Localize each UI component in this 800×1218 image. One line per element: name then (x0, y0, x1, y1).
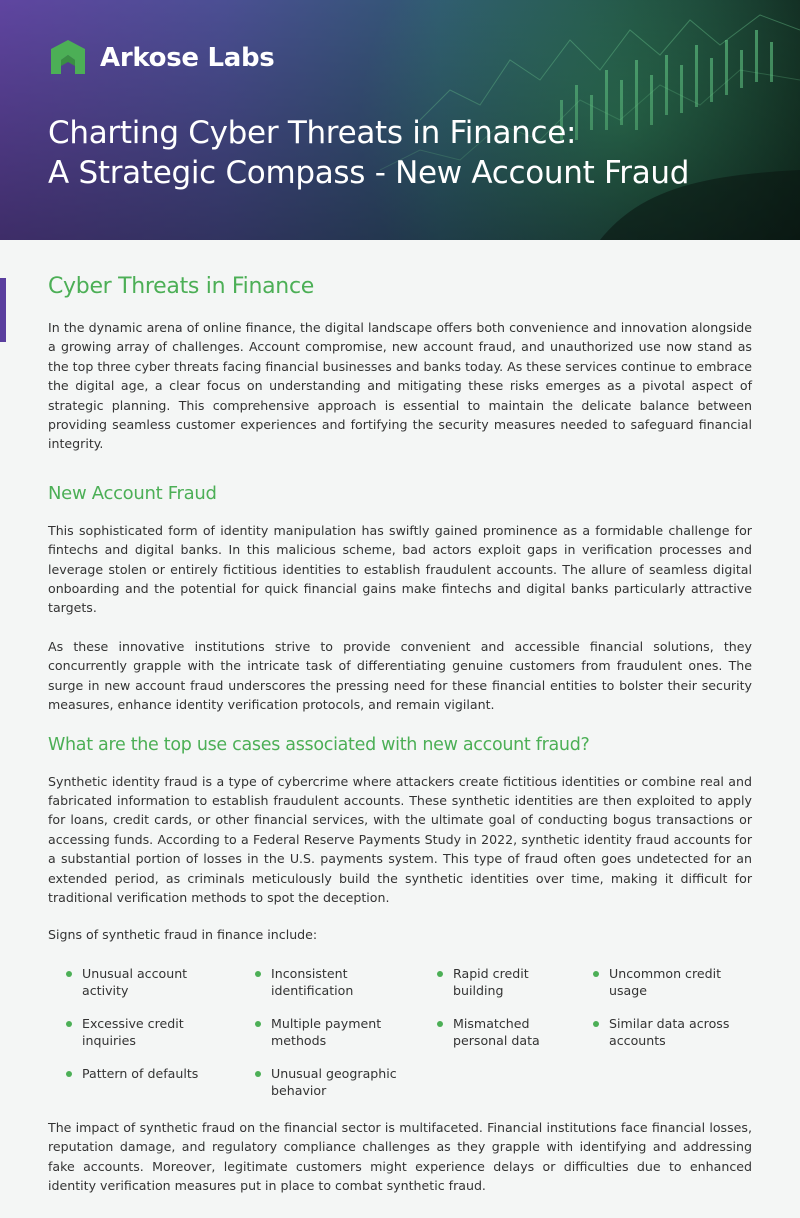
bullet-icon (66, 1071, 72, 1077)
arkose-logo-icon (48, 38, 88, 78)
list-item: Pattern of defaults (66, 1065, 255, 1099)
list-item: Rapid credit building (437, 965, 593, 999)
bullet-icon (255, 1021, 261, 1027)
brand-name: Arkose Labs (100, 43, 275, 73)
body-paragraph: As these innovative institutions strive to provide convenient and accessible financial solutions, they concurrently grapple with the intricate task of differentiating genuine customers from fraudulent ones. The surge in new account fraud underscores the pressing need for these financial entities to bolster their security measures, enhance identity verification protocols, and remain vigilant. (48, 638, 752, 713)
list-item: Uncommon credit usage (593, 965, 743, 999)
section-cyber-threats (48, 272, 752, 454)
list-item: Unusual account activity (66, 965, 255, 999)
body-paragraph: Synthetic identity fraud is a type of cybercrime where attackers create fictitious identities or combine real and fabricated information to establish fraudulent accounts. These synthetic identities are then exploited to apply for loans, credit cards, or other financial services, with the ultimate goal of conducting bogus transactions or accessing funds. According to a Federal Reserve Payments Study in 2022, synthetic identity fraud accounts for a substantial portion of losses in the U.S. payments system. This type of fraud often goes undetected for an extended period, as criminals meticulously build the synthetic identities over time, making it difficult for traditional verification methods to spot the deception. (48, 773, 752, 905)
list-item: Mismatched personal data (437, 1015, 593, 1049)
body-paragraph: In the dynamic arena of online finance, the digital landscape offers both convenience and innovation alongside a growing array of challenges. Account compromise, new account fraud, and unauthorized use now stand as the top three cyber threats facing financial businesses and banks today. As these services continue to embrace the digital age, a clear focus on understanding and mitigating these risks emerges as a pivotal aspect of strategic planning. This comprehensive approach is essential to maintain the delicate balance between providing seamless customer experiences and fortifying the security measures needed to safeguard financial integrity. (48, 320, 752, 452)
body-paragraph: This sophisticated form of identity manipulation has swiftly gained prominence as a formidable challenge for fintechs and digital banks. In this malicious scheme, bad actors exploit gaps in verification processes and leverage stolen or entirely fictitious identities to establish fraudulent accounts. The allure of seamless digital onboarding and the potential for quick financial gains make fintechs and digital banks particularly attractive targets. (48, 522, 752, 616)
bullet-icon (593, 1021, 599, 1027)
body-paragraph: The impact of synthetic fraud on the financial sector is multifaceted. Financial institutions face financial losses, reputation damage, and regulatory compliance challenges as they grapple with identifying and addressing fake accounts. Moreover, legitimate customers might experience delays or difficulties due to enhanced identity verification measures put in place to combat synthetic fraud. (48, 1119, 752, 1193)
brand-logo (48, 38, 274, 78)
signs-lead-text: Signs of synthetic fraud in finance include: (48, 927, 318, 943)
page-title-line-1: Charting Cyber Threats in Finance: (48, 115, 577, 151)
list-item: Similar data across accounts (593, 1015, 743, 1049)
bullet-icon (437, 971, 443, 977)
list-item: Multiple payment methods (255, 1015, 437, 1049)
bullet-icon (255, 971, 261, 977)
bullet-icon (593, 971, 599, 977)
section-use-cases (48, 732, 752, 1196)
list-item: Unusual geographic behavior (255, 1065, 437, 1099)
hero-banner (0, 0, 800, 240)
section-heading: New Account Fraud (48, 482, 217, 504)
section-heading: What are the top use cases associated with new account fraud? (48, 734, 590, 755)
document-body (48, 272, 752, 1195)
section-new-account-fraud (48, 481, 752, 715)
side-accent-bar (0, 278, 6, 342)
list-item: Excessive credit inquiries (66, 1015, 255, 1049)
bullet-icon (66, 971, 72, 977)
list-item: Inconsistent identification (255, 965, 437, 999)
bullet-icon (66, 1021, 72, 1027)
signs-list (66, 965, 752, 1099)
page-title-line-2: A Strategic Compass - New Account Fraud (48, 155, 690, 191)
page-title (48, 113, 768, 193)
section-heading: Cyber Threats in Finance (48, 274, 314, 299)
bullet-icon (437, 1021, 443, 1027)
bullet-icon (255, 1071, 261, 1077)
